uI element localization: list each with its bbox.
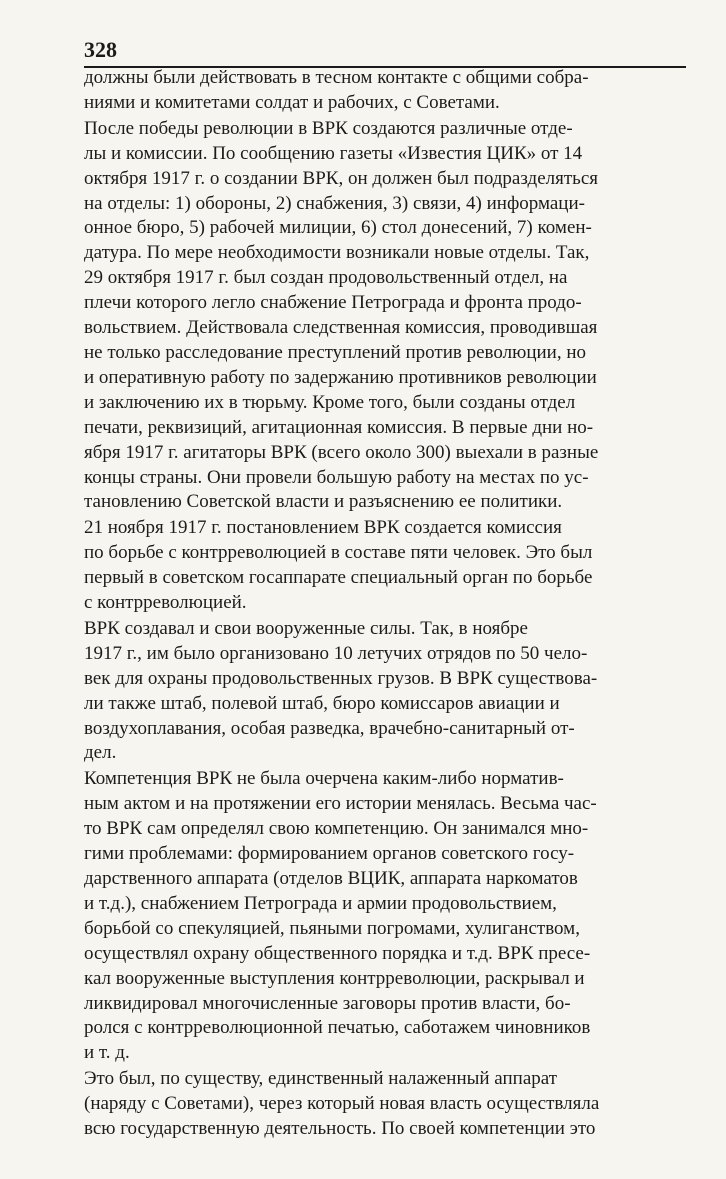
- paragraph-continuation: должны были действовать в тесном контакте с общими собра- ниями и комитетами солдат и рабочих, с Советами.: [84, 67, 589, 113]
- paragraph-state-apparatus: Это был, по существу, единственный налаженный аппарат (наряду с Советами), через который новая власть осуществляла всю государственную деятельность. По своей компетенции это: [84, 1068, 600, 1140]
- page-number: 328: [84, 37, 117, 62]
- paragraph-armed-forces: ВРК создавал и свои вооруженные силы. Так, в ноябре 1917 г., им было организовано 10 летучих отрядов по 50 чело- век для охраны продовольственных грузов. В ВРК существова- ли также штаб, полевой штаб, бюро комиссаров авиации и воздухоплавания, особая разведка, врачебно-санитарный от- дел.: [84, 617, 598, 764]
- paragraph-competence: Компетенция ВРК не была очерчена каким-либо норматив- ным актом и на протяжении его истории менялась. Весьма час- то ВРК сам определял свою компетенцию. Он занимался мно- гими проблемами: формированием органов советского госу- дарственного аппарата (отделов ВЦИК, аппарата наркоматов и т.д.), снабжением Петрограда и армии продовольствием, борьбой со спекуляцией, пьяными погромами, хулиганством, осуществлял охрану общественного порядка и т.д. ВРК пресе- кал вооруженные выступления контрреволюции, раскрывал и ликвидировал многочисленные заговоры против власти, бо- ролся с контрреволюционной печатью, саботажем чиновников и т. д.: [84, 768, 597, 1064]
- body-text: [84, 66, 684, 1142]
- paragraph-counterrevolution-commission: 21 ноября 1917 г. постановлением ВРК создается комиссия по борьбе с контрреволюцией в составе пяти человек. Это был первый в советском госаппарате специальный орган по борьбе с контрреволюцией.: [84, 517, 593, 614]
- paragraph-vrk-departments: После победы революции в ВРК создаются различные отде- лы и комиссии. По сообщению газеты «Известия ЦИК» от 14 октября 1917 г. о создании ВРК, он должен был подразделяться на отделы: 1) обороны, 2) снабжения, 3) связи, 4) информаци- онное бюро, 5) рабочей милиции, 6) стол донесений, 7) комен- датура. По мере необходимости возникали новые отделы. Так, 29 октября 1917 г. был создан продовольственный отдел, на плечи которого легло снабжение Петрограда и фронта продо- вольствием. Действовала следственная комиссия, проводившая не только расследование преступлений против революции, но и оперативную работу по задержанию противников революции и заключению их в тюрьму. Кроме того, были созданы отдел печати, реквизиций, агитационная комиссия. В первые дни но- ября 1917 г. агитаторы ВРК (всего около 300) выехали в разные концы страны. Они провели большую работу на местах по ус- тановлению Советской власти и разъяснению ее политики.: [84, 117, 599, 513]
